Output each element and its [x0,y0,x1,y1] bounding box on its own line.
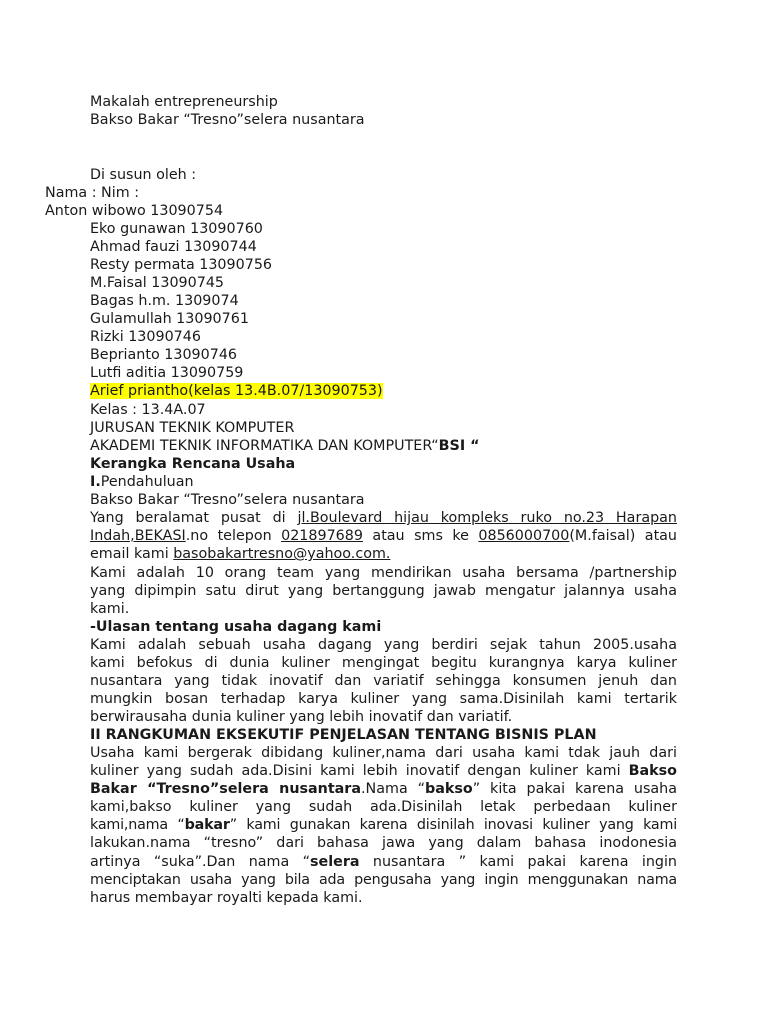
text-run: .no telepon [185,528,282,545]
paragraph-line: berwirausaha dunia kuliner yang lebih inovatif dan variatif. [90,709,513,726]
address-line-2 [90,527,677,545]
bold-run: Bakar “Tresno”selera nusantara [90,781,362,798]
address-paragraph [90,509,677,563]
section-label: Pendahuluan [100,474,194,490]
paragraph-line [90,816,677,834]
member-line: Gulamullah 13090761 [90,311,249,327]
paragraph-line: Kami adalah 10 orang team yang mendirikan usaha bersama /partnership [90,565,677,581]
academy-name: AKADEMI TEKNIK INFORMATIKA DAN KOMPUTER“ [90,438,439,454]
heading-ringkasan-text: II RANGKUMAN EKSEKUTIF PENJELASAN TENTANG BISNIS PLAN [90,727,597,743]
paragraph-line: kami befokus di dunia kuliner mengingat begitu kurangnya karya kuliner [90,655,677,672]
paragraph-line: mungkin bosan terhadap karya kuliner yang sama.Disinilah kami tertarik [90,691,677,708]
text-run: ” kami gunakan karena disinilah inovasi kuliner yang kami [229,817,677,834]
member-line: Ahmad fauzi 13090744 [90,239,257,255]
bold-run: selera [310,853,360,870]
text-run: email kami [90,546,174,563]
address-line-3 [90,545,677,563]
paragraph-line: kami. [90,601,130,618]
member-line: Lutfi aditia 13090759 [90,365,244,381]
email-link[interactable]: basobakartresno@yahoo.com. [173,546,391,563]
paragraph-line: Usaha kami bergerak dibidang kuliner,nama dari usaha kami tdak jauh dari [90,745,677,761]
academy-line [90,437,480,455]
address-link[interactable]: Indah,BEKASI [90,528,186,545]
highlight-mark: Arief priantho(kelas 13.4B.07/13090753) [90,383,383,399]
department-line: JURUSAN TEKNIK KOMPUTER [90,420,295,436]
academy-bsi: BSI “ [438,438,480,454]
heading-ulasan-text: -Ulasan tentang usaha dagang kami [90,619,382,635]
text-run: nusantara ” kami pakai karena ingin [359,853,677,870]
member-line: Beprianto 13090746 [90,347,238,363]
heading-kerangka [90,455,295,473]
heading-kerangka-text: Kerangka Rencana Usaha [90,456,296,472]
paragraph-line: menciptakan usaha yang bila ada pengusaha yang ingin menggunakan nama [90,871,677,888]
bold-run: bakar [184,817,230,834]
member-line: Resty permata 13090756 [90,257,273,273]
paragraph-line: kami,bakso kuliner yang sudah ada.Disinilah letak perbedaan kuliner [90,799,677,816]
paragraph-line: nusantara yang tidak inovatif dan variatif sehingga konsumen jenuh dan [90,673,677,690]
text-run: kami,nama “ [90,817,185,834]
bold-run: Bakso [628,763,677,780]
mobile-link[interactable]: 0856000700 [478,528,570,545]
text-run: atau sms ke [362,528,479,545]
text-run: ” kita pakai karena usaha [472,781,678,798]
heading-ringkasan [90,726,597,744]
member-line: Rizki 13090746 [90,329,201,345]
paragraph-line: lakukan.nama “tresno” dari bahasa jawa yang dalam bahasa inodonesia [90,835,677,852]
text-run: Yang beralamat pusat di [90,510,298,526]
team-paragraph [90,564,677,618]
text-run: kuliner yang sudah ada.Disini kami lebih inovatif dengan kuliner kami [90,763,629,780]
heading-pendahuluan [90,473,194,491]
paragraph-line: Kami adalah sebuah usaha dagang yang berdiri sejak tahun 2005.usaha [90,637,677,653]
paragraph-line: harus membayar royalti kepada kami. [90,889,363,906]
ringkasan-paragraph [90,744,677,907]
paragraph-line [90,780,677,798]
paragraph-line [90,762,677,780]
doc-title: Makalah entrepreneurship [90,94,278,110]
member-line: Anton wibowo 13090754 [45,203,224,219]
text-run: artinya “suka”.Dan nama “ [90,853,311,870]
member-line: Bagas h.m. 1309074 [90,293,239,309]
authors-intro: Di susun oleh : [90,167,197,183]
bold-run: bakso [425,781,473,798]
text-run: .Nama “ [361,781,426,798]
class-line: Kelas : 13.4A.07 [90,402,206,418]
heading-ulasan [90,618,381,636]
member-line: M.Faisal 13090745 [90,275,225,291]
paragraph-line: yang dipimpin satu dirut yang bertanggung jawab mengatur jalannya usaha [90,583,677,600]
authors-labels: Nama : Nim : [45,185,140,201]
paragraph-line [90,853,677,871]
business-name-line: Bakso Bakar “Tresno”selera nusantara [90,492,365,508]
text-run: (M.faisal) atau [569,528,677,545]
address-link[interactable]: jl.Boulevard hijau kompleks ruko no.23 Harapan [297,510,677,526]
member-line: Eko gunawan 13090760 [90,221,263,237]
highlighted-member [90,382,383,400]
doc-subtitle: Bakso Bakar “Tresno”selera nusantara [90,112,365,128]
phone-link[interactable]: 021897689 [281,528,363,545]
section-number: I. [90,474,101,490]
ulasan-paragraph [90,636,677,726]
address-line-1 [90,509,677,527]
